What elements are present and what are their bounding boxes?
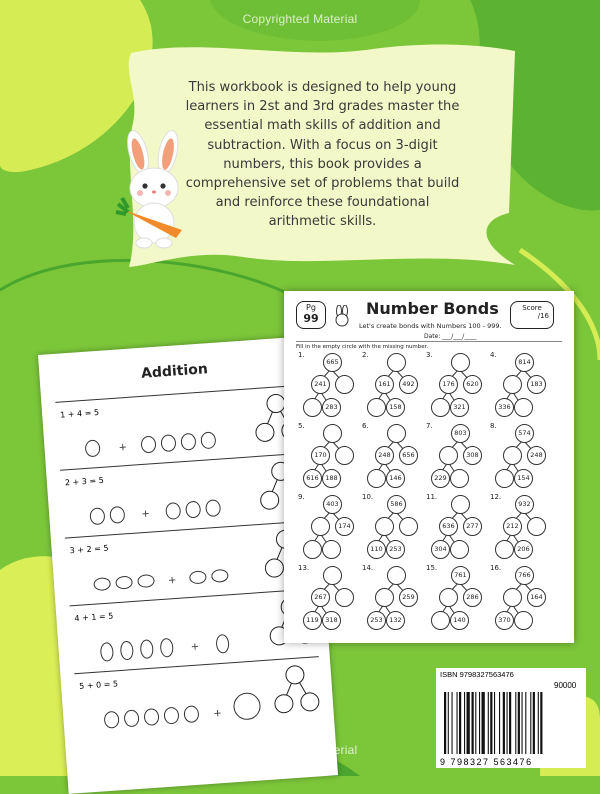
bunnies-icon <box>91 619 263 665</box>
bond-value: 248 <box>527 446 546 465</box>
number-bond-problem <box>362 351 428 421</box>
score-label: Score <box>522 304 542 312</box>
bond-value: 620 <box>463 375 482 394</box>
date-field: Date: ___/___/____ <box>424 333 477 340</box>
answer-circle[interactable] <box>399 517 418 536</box>
header-divider <box>296 341 562 342</box>
answer-circle[interactable] <box>514 611 533 630</box>
bond-value: 229 <box>431 469 450 488</box>
problem-number: 3. <box>426 351 433 359</box>
answer-circle[interactable] <box>439 446 458 465</box>
bond-value: 253 <box>367 611 386 630</box>
bond-value: 283 <box>322 398 341 417</box>
answer-circle[interactable] <box>311 517 330 536</box>
bunny-icon <box>332 305 352 327</box>
bond-value: 586 <box>387 495 406 514</box>
answer-circle[interactable] <box>322 540 341 559</box>
answer-circle[interactable] <box>335 446 354 465</box>
bond-value: 206 <box>514 540 533 559</box>
addition-equation: 4 + 1 = 5 <box>74 611 114 624</box>
bond-value: 140 <box>450 611 469 630</box>
problem-number: 10. <box>362 493 374 501</box>
answer-circle[interactable] <box>431 611 450 630</box>
answer-circle[interactable] <box>503 375 522 394</box>
number-bond-problem <box>426 422 492 492</box>
watermark-bottom: Copyrighted Material <box>242 743 358 757</box>
answer-circle[interactable] <box>451 353 470 372</box>
worksheet-subtitle: Let's create bonds with Numbers 100 - 999. <box>359 322 502 330</box>
bond-value: 277 <box>463 517 482 536</box>
bond-value: 814 <box>515 353 534 372</box>
bond-value: 932 <box>515 495 534 514</box>
number-bond-problem <box>362 422 428 492</box>
bond-value: 164 <box>527 588 546 607</box>
problem-number: 5. <box>298 422 305 430</box>
bond-value: 132 <box>386 611 405 630</box>
svg-text:+: + <box>167 574 177 587</box>
bond-value: 803 <box>451 424 470 443</box>
answer-circle[interactable] <box>303 398 322 417</box>
bond-value: 241 <box>311 375 330 394</box>
page-badge <box>296 301 326 329</box>
watermark-top: Copyrighted Material <box>242 12 358 26</box>
bond-value: 253 <box>386 540 405 559</box>
answer-circle[interactable] <box>375 588 394 607</box>
number-bond-problem <box>298 351 364 421</box>
number-bond-problem <box>362 564 428 634</box>
bond-value: 119 <box>303 611 322 630</box>
number-bond-problem <box>362 493 428 563</box>
number-bond-problem <box>490 564 556 634</box>
svg-text:+: + <box>141 508 151 521</box>
bond-value: 304 <box>431 540 450 559</box>
answer-circle[interactable] <box>431 398 450 417</box>
addition-equation: 3 + 2 = 5 <box>69 543 109 556</box>
answer-circle[interactable] <box>450 540 469 559</box>
problem-number: 7. <box>426 422 433 430</box>
addition-equation: 1 + 4 = 5 <box>59 407 100 420</box>
answer-circle[interactable] <box>367 398 386 417</box>
problem-number: 11. <box>426 493 438 501</box>
number-bond-problem <box>298 564 364 634</box>
svg-text:+: + <box>118 442 128 454</box>
answer-circle[interactable] <box>367 469 386 488</box>
bond-value: 259 <box>399 588 418 607</box>
svg-text:+: + <box>213 708 223 720</box>
number-bond-problem <box>490 351 556 421</box>
bunnies-icon <box>96 687 268 733</box>
score-box <box>510 301 554 329</box>
problem-number: 16. <box>490 564 502 572</box>
answer-circle[interactable] <box>527 517 546 536</box>
addition-equation: 5 + 0 = 5 <box>78 679 119 691</box>
price-code: 90000 <box>554 681 577 690</box>
answer-circle[interactable] <box>335 375 354 394</box>
problem-number: 9. <box>298 493 305 501</box>
answer-circle[interactable] <box>387 424 406 443</box>
answer-circle[interactable] <box>335 588 354 607</box>
bond-value: 248 <box>375 446 394 465</box>
bond-value: 616 <box>303 469 322 488</box>
problem-number: 14. <box>362 564 374 572</box>
answer-circle[interactable] <box>495 540 514 559</box>
answer-circle[interactable] <box>303 540 322 559</box>
worksheet-title: Number Bonds <box>366 299 499 318</box>
number-bond-problem <box>426 493 492 563</box>
problem-number: 12. <box>490 493 502 501</box>
problem-number: 13. <box>298 564 310 572</box>
answer-circle[interactable] <box>375 517 394 536</box>
bond-value: 318 <box>322 611 341 630</box>
number-bond-problem <box>426 351 492 421</box>
bond-value: 492 <box>399 375 418 394</box>
bond-value: 176 <box>439 375 458 394</box>
bond-value: 656 <box>399 446 418 465</box>
answer-circle[interactable] <box>323 566 342 585</box>
problem-number: 15. <box>426 564 438 572</box>
bond-value: 321 <box>450 398 469 417</box>
bond-value: 183 <box>527 375 546 394</box>
addition-title: Addition <box>140 361 209 382</box>
bond-value: 158 <box>386 398 405 417</box>
page-number: 99 <box>303 312 319 325</box>
barcode-number: 9 798327 563476 <box>440 757 533 767</box>
number-bond-problem <box>490 493 556 563</box>
bond-value: 766 <box>515 566 534 585</box>
bond-value: 110 <box>367 540 386 559</box>
isbn-label: ISBN 9798327563476 <box>440 670 514 679</box>
answer-circle[interactable] <box>495 469 514 488</box>
answer-circle[interactable] <box>387 353 406 372</box>
bond-value: 308 <box>463 446 482 465</box>
number-bond-problem <box>426 564 492 634</box>
bond-value: 154 <box>514 469 533 488</box>
problem-number: 6. <box>362 422 369 430</box>
answer-circle[interactable] <box>451 495 470 514</box>
bond-value: 161 <box>375 375 394 394</box>
score-total: /16 <box>537 312 549 320</box>
bond-value: 336 <box>495 398 514 417</box>
answer-circle[interactable] <box>387 566 406 585</box>
bond-value: 146 <box>386 469 405 488</box>
bond-value: 665 <box>323 353 342 372</box>
answer-circle[interactable] <box>323 424 342 443</box>
problem-number: 2. <box>362 351 369 359</box>
problem-number: 8. <box>490 422 497 430</box>
bond-value: 267 <box>311 588 330 607</box>
bond-value: 761 <box>451 566 470 585</box>
number-bond-problem <box>490 422 556 492</box>
instruction-text: Fill in the empty circle with the missing number. <box>296 344 429 350</box>
bunnies-icon <box>87 551 259 597</box>
problem-number: 1. <box>298 351 305 359</box>
bond-value: 370 <box>495 611 514 630</box>
bond-value: 286 <box>463 588 482 607</box>
intro-text: This workbook is designed to help young learners in 2st and 3rd grades master the essential math skills of addition and subtraction. With a focus on 3-digit numbers, this book provides a comprehensive set of problems that build and reinforce these foundational arithmetic skills. <box>185 80 460 230</box>
number-bond-problem <box>298 422 364 492</box>
number-bond-problem <box>298 493 364 563</box>
bond-value: 174 <box>335 517 354 536</box>
svg-text:+: + <box>190 641 200 654</box>
problem-number: 4. <box>490 351 497 359</box>
page-label: Pg <box>306 303 316 312</box>
answer-circle[interactable] <box>503 588 522 607</box>
answer-circle[interactable] <box>439 588 458 607</box>
bond-value: 636 <box>439 517 458 536</box>
addition-equation: 2 + 3 = 5 <box>64 475 105 488</box>
bond-value: 212 <box>503 517 522 536</box>
answer-circle[interactable] <box>503 446 522 465</box>
bunnies-icon <box>77 416 249 462</box>
bond-value: 574 <box>515 424 534 443</box>
bunnies-icon <box>82 483 254 529</box>
number-bond-diagram <box>269 661 323 722</box>
answer-circle[interactable] <box>450 469 469 488</box>
number-bonds-worksheet <box>284 291 574 643</box>
bond-value: 403 <box>323 495 342 514</box>
bond-value: 188 <box>322 469 341 488</box>
answer-circle[interactable] <box>514 398 533 417</box>
bond-value: 170 <box>311 446 330 465</box>
